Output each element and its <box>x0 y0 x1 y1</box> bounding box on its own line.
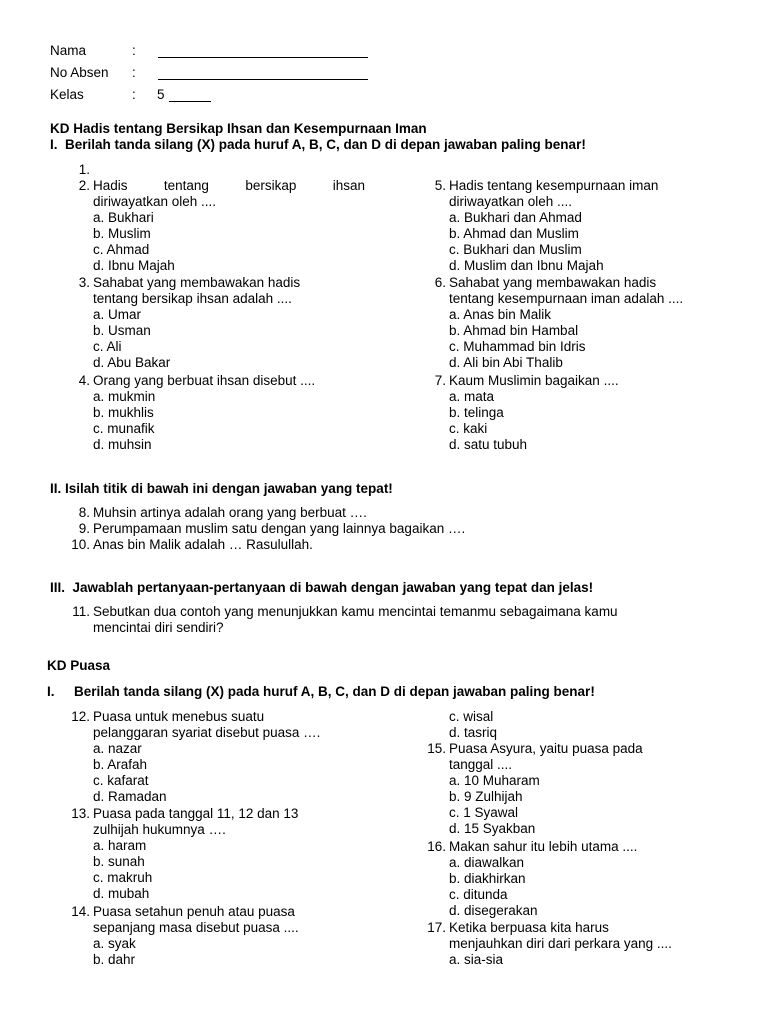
question-15 <box>406 741 736 837</box>
option-b[interactable]: b. mukhlis <box>93 405 154 420</box>
name-colon: : <box>132 43 136 58</box>
option-b[interactable]: b. diakhirkan <box>449 871 526 886</box>
question-4 <box>50 373 380 453</box>
option-b[interactable]: b. sunah <box>93 854 145 869</box>
question-text: Makan sahur itu lebih utama .... <box>449 839 638 854</box>
question-number: 12. <box>71 709 90 724</box>
kd1-section3-heading: III. Jawablah pertanyaan-pertanyaan di bawah dengan jawaban yang tepat dan jelas! <box>50 580 594 595</box>
question-text-cont: tanggal .... <box>449 757 513 772</box>
question-number: 3. <box>78 275 90 290</box>
option-c[interactable]: c. 1 Syawal <box>449 805 519 820</box>
option-a[interactable]: a. nazar <box>93 741 142 756</box>
question-text: Muhsin artinya adalah orang yang berbuat …. <box>93 505 367 520</box>
option-d[interactable]: d. mubah <box>93 886 150 901</box>
question-text-cont: tentang kesempurnaan iman adalah .... <box>449 291 684 306</box>
option-d[interactable]: d. 15 Syakban <box>449 821 536 836</box>
question-number: 17. <box>427 920 446 935</box>
kd2-title: KD Puasa <box>47 658 111 673</box>
option-a[interactable]: a. mata <box>449 389 495 404</box>
question-16 <box>406 839 736 919</box>
question-6 <box>406 275 736 371</box>
kd1-section2-heading: II. Isilah titik di bawah ini dengan jawaban yang tepat! <box>50 481 393 496</box>
option-d[interactable]: d. Ali bin Abi Thalib <box>449 355 563 370</box>
question-number: 5. <box>434 178 446 193</box>
question-text: Perumpamaan muslim satu dengan yang lainnya bagaikan …. <box>93 521 466 536</box>
absen-colon: : <box>132 65 136 80</box>
option-a[interactable]: a. syak <box>93 936 136 951</box>
question-text-cont: mencintai diri sendiri? <box>93 620 224 635</box>
question-text-cont: diriwayatkan oleh .... <box>93 194 217 209</box>
question-number: 9. <box>78 521 90 536</box>
kd1-section1-heading: I. Berilah tanda silang (X) pada huruf A, B, C, dan D di depan jawaban paling benar! <box>50 137 586 152</box>
absen-blank-line[interactable] <box>158 79 368 80</box>
question-number: 13. <box>71 806 90 821</box>
option-a[interactable]: a. diawalkan <box>449 855 525 870</box>
option-b[interactable]: b. telinga <box>449 405 504 420</box>
kelas-value: 5 <box>157 87 165 102</box>
question-number: 7. <box>434 373 446 388</box>
question-text: Puasa Asyura, yaitu puasa pada <box>449 741 643 756</box>
option-d[interactable]: d. tasriq <box>449 725 498 740</box>
option-a[interactable]: a. haram <box>93 838 147 853</box>
question-17 <box>406 920 736 968</box>
question-text: Hadis tentang kesempurnaan iman <box>449 178 659 193</box>
question-text-cont: diriwayatkan oleh .... <box>449 194 573 209</box>
option-b[interactable]: b. 9 Zulhijah <box>449 789 523 804</box>
option-d[interactable]: d. Ibnu Majah <box>93 258 175 273</box>
kd1-title: KD Hadis tentang Bersikap Ihsan dan Kesempurnaan Iman <box>50 121 427 136</box>
question-text: Hadis tentang bersikap ihsan <box>93 178 365 193</box>
option-a[interactable]: a. Bukhari dan Ahmad <box>449 210 582 225</box>
question-number: 8. <box>78 505 90 520</box>
question-3 <box>50 275 380 371</box>
option-c[interactable]: c. makruh <box>93 870 153 885</box>
question-text-cont: menjauhkan diri dari perkara yang .... <box>449 936 672 951</box>
option-b[interactable]: b. Muslim <box>93 226 151 241</box>
option-b[interactable]: b. Ahmad bin Hambal <box>449 323 579 338</box>
kelas-colon: : <box>132 87 136 102</box>
option-c[interactable]: c. Ali <box>93 339 122 354</box>
question-number: 16. <box>427 839 446 854</box>
kelas-label: Kelas <box>50 87 84 102</box>
kelas-row <box>50 87 380 103</box>
question-text: Puasa untuk menebus suatu <box>93 709 265 724</box>
kelas-blank-line[interactable] <box>169 101 211 102</box>
option-b[interactable]: b. dahr <box>93 952 136 967</box>
option-c[interactable]: c. wisal <box>449 709 494 724</box>
absen-row <box>50 65 380 81</box>
kd2-section1-number: I. <box>47 684 55 699</box>
option-c[interactable]: c. Ahmad <box>93 242 150 257</box>
option-a[interactable]: a. Umar <box>93 307 142 322</box>
option-d[interactable]: d. Abu Bakar <box>93 355 171 370</box>
question-text: Sahabat yang membawakan hadis <box>449 275 657 290</box>
question-11 <box>50 604 730 638</box>
question-number: 15. <box>427 741 446 756</box>
question-2 <box>50 178 380 274</box>
option-a[interactable]: a. Anas bin Malik <box>449 307 552 322</box>
option-b[interactable]: b. Arafah <box>93 757 148 772</box>
question-text-cont: tentang bersikap ihsan adalah .... <box>93 291 292 306</box>
question-5 <box>406 178 736 274</box>
option-c[interactable]: c. ditunda <box>449 887 508 902</box>
name-label: Nama <box>50 43 87 58</box>
question-text: Ketika berpuasa kita harus <box>449 920 609 935</box>
question-text: Puasa setahun penuh atau puasa <box>93 904 295 919</box>
question-number: 2. <box>78 178 90 193</box>
option-d[interactable]: d. disegerakan <box>449 903 538 918</box>
option-c[interactable]: c. kafarat <box>93 773 149 788</box>
question-number: 10. <box>71 537 90 552</box>
option-d[interactable]: d. Muslim dan Ibnu Majah <box>449 258 604 273</box>
question-text: Sahabat yang membawakan hadis <box>93 275 301 290</box>
option-d[interactable]: d. Ramadan <box>93 789 167 804</box>
option-d[interactable]: d. muhsin <box>93 437 152 452</box>
option-c[interactable]: c. munafik <box>93 421 155 436</box>
option-a[interactable]: a. 10 Muharam <box>449 773 540 788</box>
question-text: Puasa pada tanggal 11, 12 dan 13 <box>93 806 299 821</box>
absen-label: No Absen <box>50 65 109 80</box>
option-b[interactable]: b. Usman <box>93 323 151 338</box>
question-number: 11. <box>72 604 90 619</box>
option-c[interactable]: c. Bukhari dan Muslim <box>449 242 582 257</box>
option-a[interactable]: a. mukmin <box>93 389 156 404</box>
option-a[interactable]: a. sia-sia <box>449 952 504 967</box>
question-text: Kaum Muslimin bagaikan .... <box>449 373 619 388</box>
option-b[interactable]: b. Ahmad dan Muslim <box>449 226 579 241</box>
option-a[interactable]: a. Bukhari <box>93 210 154 225</box>
kd2-section1-heading: Berilah tanda silang (X) pada huruf A, B, C, dan D di depan jawaban paling benar! <box>74 684 595 699</box>
question-7 <box>406 373 736 453</box>
option-d[interactable]: d. satu tubuh <box>449 437 528 452</box>
question-12 <box>50 709 380 805</box>
question-text: Anas bin Malik adalah … Rasulullah. <box>93 537 313 552</box>
question-number: 1. <box>78 162 90 177</box>
question-text: Sebutkan dua contoh yang menunjukkan kamu mencintai temanmu sebagaimana kamu <box>93 604 618 619</box>
question-text-cont: pelanggaran syariat disebut puasa …. <box>93 725 321 740</box>
name-row <box>50 43 380 59</box>
option-c[interactable]: c. kaki <box>449 421 488 436</box>
question-text: Orang yang berbuat ihsan disebut .... <box>93 373 316 388</box>
question-number: 6. <box>434 275 446 290</box>
option-c[interactable]: c. Muhammad bin Idris <box>449 339 586 354</box>
question-number: 4. <box>78 373 90 388</box>
question-14-continued <box>406 709 736 741</box>
question-text-cont: zulhijah hukumnya …. <box>93 822 226 837</box>
question-14 <box>50 904 380 968</box>
name-blank-line[interactable] <box>158 57 368 58</box>
question-13 <box>50 806 380 902</box>
question-text-cont: sepanjang masa disebut puasa .... <box>93 920 299 935</box>
question-number: 14. <box>71 904 90 919</box>
